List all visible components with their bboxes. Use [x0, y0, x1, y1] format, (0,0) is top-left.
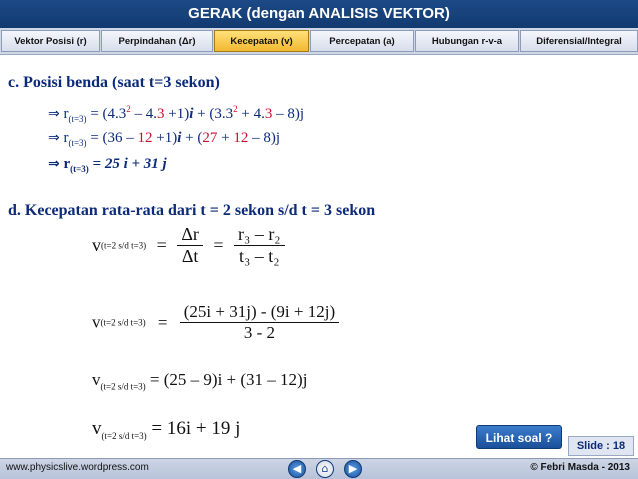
next-arrow-icon[interactable]: ▶: [344, 460, 362, 478]
slide-number: Slide : 18: [568, 436, 634, 456]
position-difference-fraction: $\frac{\text{r₃ – r₂}}{\text{t₃ – t₂}}$: [234, 224, 285, 267]
tab-diferensial-integral[interactable]: Diferensial/Integral: [520, 30, 638, 52]
position-result: ⇒ $r_{(t=3)} = 25$ i + 31 j: [48, 156, 167, 174]
tab-perpindahan[interactable]: Perpindahan (Δr): [101, 30, 213, 52]
tab-vektor-posisi[interactable]: Vektor Posisi (r): [1, 30, 100, 52]
section-d-heading: d. Kecepatan rata-rata dari t = 2 sekon s/d t = 3 sekon: [8, 202, 376, 219]
home-icon[interactable]: ⌂: [316, 460, 334, 478]
velocity-result: $v_{(t=2 s/d t=3)} = 16i + 19$ j: [92, 418, 241, 441]
substitution-fraction: $\frac{(25i + 31j) - (9i + 12j)}{3 - 2}$: [180, 302, 339, 343]
implies-icon: ⇒: [48, 130, 60, 146]
velocity-substitution: v(t=2 s/d t=3) = $\frac{(25i + 31j) - (9i + 12j)}{3 - 2}$: [92, 302, 339, 343]
implies-icon: ⇒: [48, 156, 60, 172]
velocity-definition: v(t=2 s/d t=3) = $\frac{\Delta r}{\Delta t}$ = $\frac{\text{r₃ – r₂}}{\text{t₃ – t₂}}$: [92, 224, 285, 267]
position-equation-2: ⇒ $r_{(t=3)} = (36 - 12 +1)i + (27 + 12 - 8)j$: [48, 130, 281, 148]
previous-arrow-icon[interactable]: ◀: [288, 460, 306, 478]
website-link[interactable]: www.physicslive.wordpress.com: [6, 462, 149, 473]
velocity-components: $v_{(t=2 s/d t=3)} = (25 - 9)i + (31 - 12)j$: [92, 370, 308, 392]
slide-content: [0, 56, 638, 446]
footer-bar: [0, 458, 638, 479]
tab-bar: [0, 28, 638, 55]
position-equation-1: ⇒ $r_{(t=3)} = (4.3^2 - 4.3 +1)i + (3.3^2 + 4.3 - 8)j$: [48, 104, 305, 124]
tab-percepatan[interactable]: Percepatan (a): [310, 30, 414, 52]
section-c-heading: c. Posisi benda (saat t=3 sekon): [8, 74, 220, 91]
view-problem-button[interactable]: Lihat soal ?: [476, 425, 562, 449]
copyright-text: © Febri Masda - 2013: [530, 462, 630, 473]
tab-hubungan-rva[interactable]: Hubungan r-v-a: [415, 30, 519, 52]
tab-kecepatan[interactable]: Kecepatan (v): [214, 30, 309, 52]
delta-fraction: $\frac{\Delta r}{\Delta t}$: [177, 224, 203, 267]
page-title: GERAK (dengan ANALISIS VEKTOR): [0, 0, 638, 28]
implies-icon: ⇒: [48, 106, 60, 122]
